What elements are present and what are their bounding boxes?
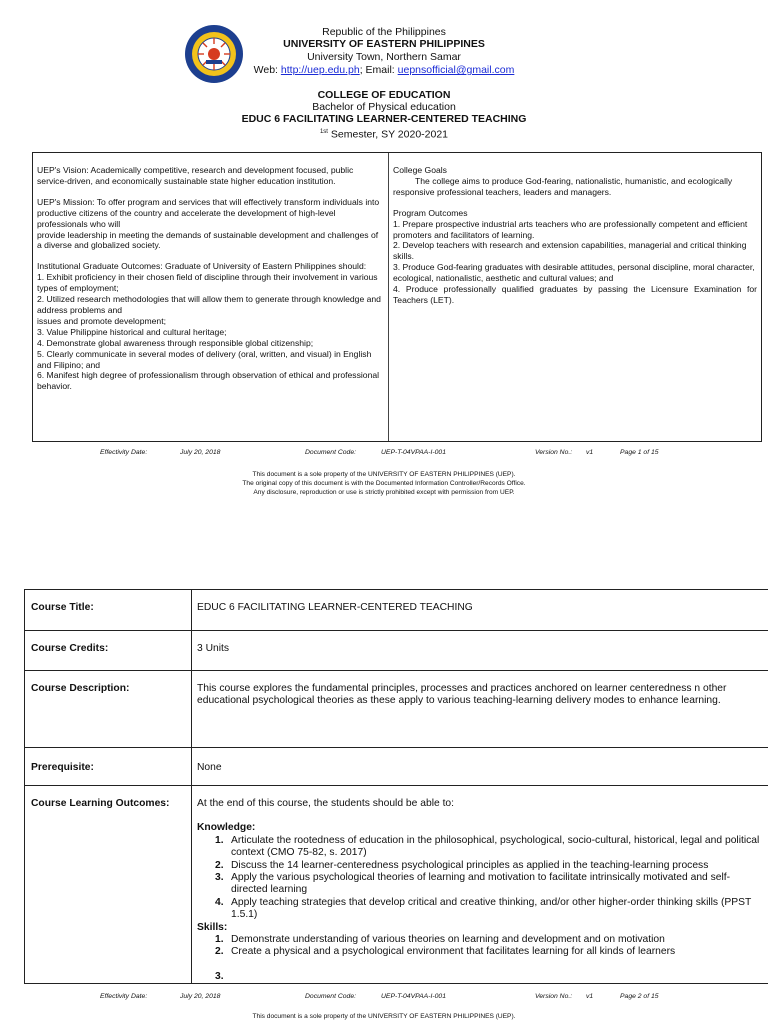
igo-item: issues and promote development; xyxy=(37,315,166,326)
item-text: Apply the various psychological theories of learning and motivation to facilitate intrinsically motivated and self-directed learning xyxy=(231,872,731,896)
effectivity-label: Effectivity Date: xyxy=(100,449,148,456)
table-row xyxy=(25,631,768,671)
item-text: Create a physical and a psychological environment that facilitates learning for all kinds of learners xyxy=(231,946,676,958)
item-text: Demonstrate understanding of various theories on learning and development and on motivation xyxy=(231,934,665,946)
effectivity-value: July 20, 2018 xyxy=(180,993,221,1000)
semester-text: Semester, SY 2020-2021 xyxy=(327,128,449,141)
version-value: v1 xyxy=(586,993,594,1000)
email-label: ; Email: xyxy=(359,64,398,76)
doc-code-label: Document Code: xyxy=(305,449,357,456)
course-heading: EDUC 6 FACILITATING LEARNER-CENTERED TEACHING xyxy=(241,113,527,125)
doc-code-value: UEP-T-04VPAA-I-001 xyxy=(381,993,446,1000)
list-item xyxy=(197,946,763,958)
igo-title: Institutional Graduate Outcomes: Graduate of University of Eastern Philippines should: xyxy=(37,261,367,272)
semester-sup: 1st xyxy=(319,129,328,135)
program-outcome-item: 4. Produce professionally qualified graduates by passing the Licensure Examination for Teachers (LET). xyxy=(393,284,757,305)
item-number: 1. xyxy=(215,834,224,846)
university-name: UNIVERSITY OF EASTERN PHILIPPINES xyxy=(283,38,485,50)
college-name: COLLEGE OF EDUCATION xyxy=(317,89,451,101)
mission-line: UEP's Mission: To offer program and services that will effectively transform individuals into productive citizens of the country and accelerate the development of high-level professionals who will xyxy=(37,196,380,229)
course-credits-value: 3 Units xyxy=(192,631,768,671)
item-text: Articulate the rootedness of education in the philosophical, psychological, socio-cultural, historical, legal and political context (CMO 75-82, s. 2017) xyxy=(231,834,760,859)
prerequisite-value: None xyxy=(192,748,768,786)
mission-line: provide leadership in meeting the demands of sustainable development and challenges of a diverse and globalized society. xyxy=(37,229,379,251)
list-item xyxy=(197,860,763,872)
website-link[interactable]: http://uep.edu.ph xyxy=(280,64,360,76)
version-label: Version No.: xyxy=(535,993,573,1000)
item-number: 3. xyxy=(215,970,224,982)
vision-text: UEP's Vision: Academically competitive, research and development focused, public service-driven, and economically sustainable state higher education institution. xyxy=(37,165,354,186)
skills-title: Skills: xyxy=(197,921,228,933)
original-copy-notice: The original copy of this document is with the Documented Information Controller/Records Office. xyxy=(242,480,526,487)
page-number: Page 1 of 15 xyxy=(620,449,659,456)
ownership-notice: This document is a sole property of the UNIVERSITY OF EASTERN PHILIPPINES (UEP). xyxy=(252,1013,516,1020)
item-number: 2. xyxy=(215,946,224,958)
item-number: 1. xyxy=(215,934,224,946)
version-value: v1 xyxy=(586,449,594,456)
item-number: 3. xyxy=(215,872,224,884)
program-outcomes-title: Program Outcomes xyxy=(393,207,468,218)
course-learning-outcomes-label: Course Learning Outcomes: xyxy=(25,786,192,984)
program-outcome-item: 1. Prepare prospective industrial arts teachers who are professionally competent and efficient promoters and facilitators of learning. xyxy=(393,218,748,240)
prerequisite-label: Prerequisite: xyxy=(25,748,192,786)
effectivity-label: Effectivity Date: xyxy=(100,993,148,1000)
university-address: University Town, Northern Samar xyxy=(307,51,461,63)
doc-code-value: UEP-T-04VPAA-I-001 xyxy=(381,449,446,456)
program-outcome-item: 3. Produce God-fearing graduates with desirable attitudes, personal discipline, moral character, ecological, nationalistic, aesthetic and cultural values; and xyxy=(393,262,755,284)
clo-intro: At the end of this course, the students should be able to: xyxy=(197,798,455,809)
course-credits-label: Course Credits: xyxy=(25,631,192,671)
page-number: Page 2 of 15 xyxy=(620,993,659,1000)
version-label: Version No.: xyxy=(535,449,573,456)
semester-line xyxy=(0,126,768,142)
course-learning-outcomes-value xyxy=(192,786,768,984)
course-info-table xyxy=(24,589,768,984)
table-row xyxy=(25,671,768,748)
course-description-value: This course explores the fundamental principles, processes and practices anchored on learner centeredness n other educational psychological theories as these apply to various teaching-learning delivery modes to enhance learning. xyxy=(192,671,768,748)
item-text: Apply teaching strategies that develop critical and creative thinking, and/or other higher-order thinking skills (PPST 1.5.1) xyxy=(231,896,752,921)
email-link[interactable]: uepnsofficial@gmail.com xyxy=(397,64,515,76)
program-outcome-item: 2. Develop teachers with research and extension capabilities, managerial and critical thinking skills. xyxy=(393,240,747,262)
list-item xyxy=(197,872,763,897)
republic-line: Republic of the Philippines xyxy=(322,26,446,38)
left-column xyxy=(37,165,383,392)
college-goals-text: The college aims to produce God-fearing, nationalistic, humanistic, and ecologically responsive professional teachers, leaders and managers. xyxy=(393,175,733,197)
igo-item: 6. Manifest high degree of professionalism through observation of ethical and professional behavior. xyxy=(37,370,380,392)
skills-list xyxy=(197,934,763,982)
item-number: 4. xyxy=(215,896,224,908)
list-item xyxy=(197,835,763,860)
right-column xyxy=(393,165,757,306)
course-title-value: EDUC 6 FACILITATING LEARNER-CENTERED TEACHING xyxy=(192,590,768,631)
knowledge-title: Knowledge: xyxy=(197,822,256,834)
course-description-label: Course Description: xyxy=(25,671,192,748)
igo-item: 4. Demonstrate global awareness through responsible global citizenship; xyxy=(37,337,314,348)
knowledge-list xyxy=(197,835,763,922)
igo-item: 1. Exhibit proficiency in their chosen field of discipline through their involvement in various types of employment; xyxy=(37,272,378,294)
igo-item: 2. Utilized research methodologies that will allow them to generate through knowledge and address problems and xyxy=(37,294,381,315)
igo-item: 5. Clearly communicate in several modes of delivery (oral, written, and visual) in English and Filipino; and xyxy=(37,348,372,370)
list-item xyxy=(197,934,763,946)
disclosure-notice: Any disclosure, reproduction or use is strictly prohibited except with permission from UEP. xyxy=(253,489,515,496)
ownership-notice: This document is a sole property of the UNIVERSITY OF EASTERN PHILIPPINES (UEP). xyxy=(252,471,516,478)
doc-code-label: Document Code: xyxy=(305,993,357,1000)
table-row xyxy=(25,590,768,631)
course-title-label: Course Title: xyxy=(25,590,192,631)
college-goals-title: College Goals xyxy=(393,165,447,175)
list-item xyxy=(197,897,763,922)
item-text: Discuss the 14 learner-centeredness psychological principles as applied in the teaching-learning process xyxy=(231,859,709,871)
table-row xyxy=(25,786,768,984)
vision-mission-box xyxy=(32,152,762,442)
column-divider xyxy=(388,153,389,441)
contact-line xyxy=(0,64,768,77)
program-name: Bachelor of Physical education xyxy=(312,101,456,113)
web-label: Web: xyxy=(253,64,281,76)
effectivity-value: July 20, 2018 xyxy=(180,449,221,456)
item-number: 2. xyxy=(215,859,224,871)
table-row xyxy=(25,748,768,786)
igo-item: 3. Value Philippine historical and cultural heritage; xyxy=(37,326,227,337)
